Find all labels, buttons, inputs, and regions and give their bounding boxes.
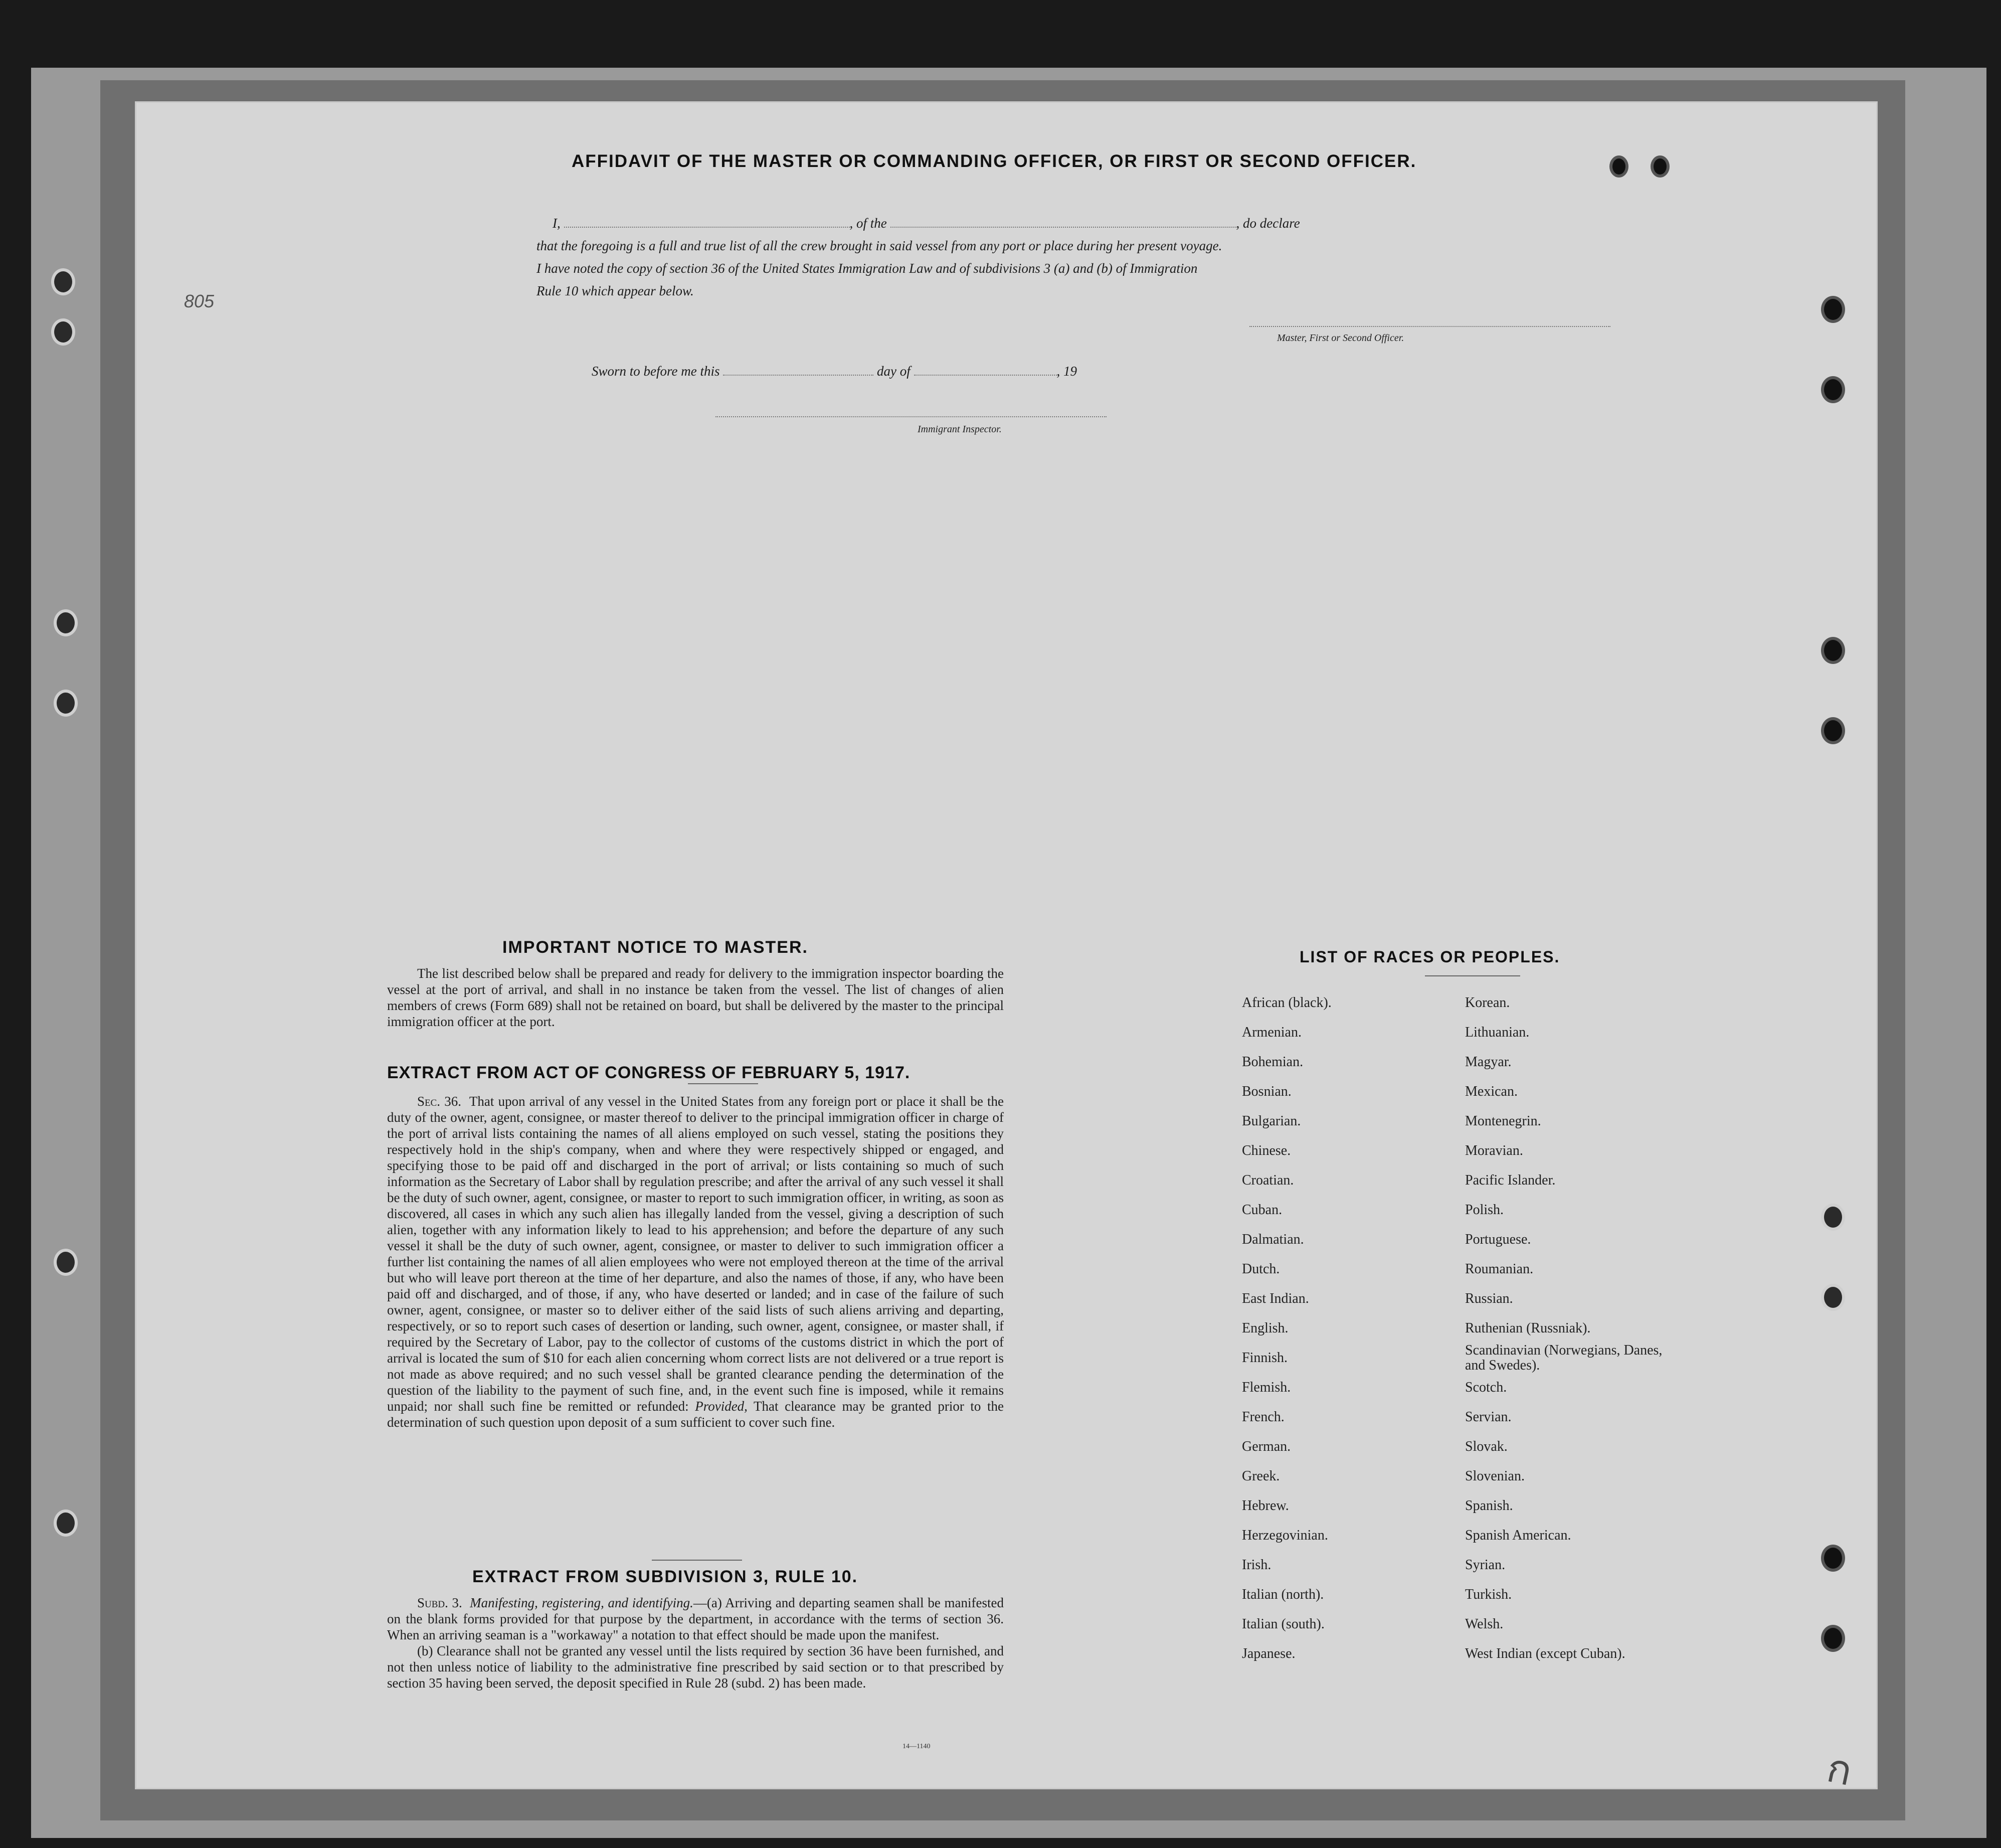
race-item: Montenegrin. (1465, 1113, 1541, 1129)
subd-heading: Manifesting, registering, and identifying. (470, 1595, 693, 1610)
margin-number: 805 (184, 291, 215, 311)
name-blank (564, 225, 850, 228)
race-item: Croatian. (1242, 1172, 1294, 1188)
race-item: French. (1242, 1409, 1285, 1425)
race-item: Dutch. (1242, 1261, 1280, 1277)
punch-hole-icon (1609, 155, 1628, 178)
subd-a-paragraph (387, 1595, 1004, 1643)
race-item: Irish. (1242, 1557, 1271, 1573)
title-underline (688, 1083, 758, 1084)
race-item: Mexican. (1465, 1084, 1518, 1099)
race-item: Italian (south). (1242, 1616, 1325, 1632)
race-item: Finnish. (1242, 1350, 1288, 1366)
race-item: Herzegovinian. (1242, 1528, 1328, 1543)
punch-hole-icon (54, 1249, 78, 1276)
day-blank (723, 373, 873, 376)
provided-text: Provided, (695, 1399, 748, 1414)
races-title: LIST OF RACES OR PEOPLES. (1300, 948, 1560, 966)
affidavit-do-declare: , do declare (1236, 216, 1300, 231)
race-item: Bulgarian. (1242, 1113, 1301, 1129)
manifest-page (136, 103, 1876, 1788)
punch-hole-icon (1821, 376, 1845, 403)
affidavit-title: AFFIDAVIT OF THE MASTER OR COMMANDING OFFICER, OR FIRST OR SECOND OFFICER. (572, 151, 1417, 171)
race-item: Lithuanian. (1465, 1025, 1530, 1040)
races-column-1 (1242, 988, 1332, 1668)
race-item: African (black). (1242, 995, 1332, 1011)
sworn-line (592, 364, 1077, 379)
race-item: Ruthenian (Russniak). (1465, 1320, 1591, 1336)
punch-hole-icon (54, 609, 78, 636)
punch-hole-icon (1821, 1284, 1845, 1311)
race-item: Slovenian. (1465, 1468, 1525, 1484)
punch-hole-icon (1821, 1625, 1845, 1652)
race-item: Polish. (1465, 1202, 1504, 1218)
inspector-signature-line (715, 416, 1107, 417)
race-item: Armenian. (1242, 1025, 1302, 1040)
race-item: Moravian. (1465, 1143, 1523, 1158)
affidavit-line-1 (553, 216, 1300, 231)
officer-signature-line (1249, 326, 1610, 327)
punch-hole-icon (1651, 155, 1670, 178)
officer-caption: Master, First or Second Officer. (1277, 332, 1404, 344)
race-item: Greek. (1242, 1468, 1280, 1484)
subd-b-paragraph: (b) Clearance shall not be granted any vessel until the lists required by section 36 have been furnished, and not then unless notice of liability to the administrative fine prescribed by said section or to that prescribed by section 35 having been served, the deposit specified in Rule 28 (subd. 2) has been made. (387, 1643, 1004, 1691)
punch-hole-icon (54, 690, 78, 717)
notice-title: IMPORTANT NOTICE TO MASTER. (502, 938, 808, 957)
races-column-2 (1465, 988, 1676, 1668)
vessel-blank (890, 225, 1236, 228)
inspector-caption: Immigrant Inspector. (918, 424, 1002, 435)
month-blank (914, 373, 1057, 376)
sec-36-tail: That clearance may be granted prior to the determination of such question upon deposit of a sum sufficient to cover such fine. (387, 1399, 1004, 1430)
race-item: Japanese. (1242, 1646, 1296, 1661)
act-extract-title: EXTRACT FROM ACT OF CONGRESS OF FEBRUARY 5, 1917. (387, 1063, 911, 1082)
race-item: Hebrew. (1242, 1498, 1289, 1514)
affidavit-i: I, (553, 216, 561, 231)
race-item: Bosnian. (1242, 1084, 1292, 1099)
punch-hole-icon (51, 318, 75, 346)
race-item: Russian. (1465, 1291, 1513, 1306)
notice-paragraph: The list described below shall be prepared and ready for delivery to the immigration inspector boarding the vessel at the port of arrival, and shall in no instance be taken from the vessel. The list of changes of alien members of crews (Form 689) shall not be retained on board, but shall be delivered by the master to the principal immigration officer at the port. (387, 966, 1004, 1029)
race-item: Slovak. (1465, 1439, 1508, 1454)
punch-hole-icon (1821, 1545, 1845, 1572)
race-item: Cuban. (1242, 1202, 1283, 1218)
punch-hole-icon (54, 1509, 78, 1537)
year-text: , 19 (1056, 364, 1077, 379)
race-item: East Indian. (1242, 1291, 1309, 1306)
race-item: Scandinavian (Norwegians, Danes, and Swedes). (1465, 1342, 1663, 1373)
form-number: 14—1140 (902, 1743, 931, 1750)
sec-label: Sec. 36. (417, 1094, 461, 1109)
subd-label: Subd. 3. (417, 1595, 462, 1610)
rule-extract-body (387, 1595, 1004, 1691)
title-underline (1425, 975, 1520, 976)
subd-a-text: —(a) Arriving and departing seamen shall be manifested on the blank forms provided for that purpose by the department, in accordance with the terms of section 36. When an arriving seaman is a "workaway" a notation to that effect should be made upon the manifest. (387, 1595, 1004, 1642)
race-item: West Indian (except Cuban). (1465, 1646, 1625, 1661)
race-item: Dalmatian. (1242, 1232, 1304, 1247)
pencil-mark-icon: ก (1823, 1744, 1857, 1795)
punch-hole-icon (51, 268, 75, 295)
affidavit-line-3: I have noted the copy of section 36 of the United States Immigration Law and of subdivisions 3 (a) and (b) of Immigration (536, 261, 1198, 276)
race-item: English. (1242, 1320, 1289, 1336)
act-extract-body (387, 1093, 1004, 1430)
punch-hole-icon (1821, 717, 1845, 744)
race-item: Syrian. (1465, 1557, 1506, 1573)
race-item: Turkish. (1465, 1587, 1512, 1602)
section-36-paragraph (387, 1093, 1004, 1430)
punch-hole-icon (1821, 637, 1845, 664)
rule-extract-title: EXTRACT FROM SUBDIVISION 3, RULE 10. (472, 1567, 858, 1586)
affidavit-line-4: Rule 10 which appear below. (536, 283, 694, 298)
race-item: Bohemian. (1242, 1054, 1304, 1070)
notice-body (387, 965, 1004, 1030)
sec-36-text: That upon arrival of any vessel in the United States from any foreign port or place it shall be the duty of the owner, agent, consignee, or master thereof to deliver to the principal immigration officer in charge of the port of arrival lists containing the names of all aliens employed on such vessel, stating the positions they respectively hold in the ship's company, when and where they were respectively shipped or engaged, and specifying those to be paid off and discharged in the port of arrival; or lists containing so much of such information as the Secretary of Labor shall by regulation prescribe; and after the arrival of any such vessel it shall be the duty of such owner, agent, consignee, or master to report to such immigration officer, in writing, as soon as discovered, all cases in which any such alien has illegally landed from the vessel, giving a description of such alien, together with any information likely to lead to his apprehension; and before the departure of any such vessel it shall be the duty of such owner, agent, consignee, or master to deliver to such immigration officer a further list containing the names of all alien employees who were not employed thereon at the time of the arrival but who will leave port thereon at the time of her departure, and also the names of those, if any, who have been paid off and discharged, and of those, if any, who have deserted or landed; and in case of the failure of such owner, agent, consignee, or master so to deliver either of the said lists of such aliens arriving and departing, respectively, or so to report such cases of desertion or landing, such owner, agent, consignee, or master shall, if required by the Secretary of Labor, pay to the collector of customs of the customs district in which the port of arrival is located the sum of $10 for each alien concerning whom correct lists are not delivered or a true report is not made as above required; and no such vessel shall be granted clearance pending the determination of the question of the liability to the payment of such fine, and, in the event such fine is imposed, while it remains unpaid; nor shall such fine be remitted or refunded: (387, 1094, 1004, 1414)
race-item: Flemish. (1242, 1380, 1291, 1395)
race-item: Scotch. (1465, 1380, 1507, 1395)
punch-hole-icon (1821, 1204, 1845, 1231)
race-item: Portuguese. (1465, 1232, 1531, 1247)
day-of-text: day of (877, 364, 911, 379)
race-item: Magyar. (1465, 1054, 1512, 1070)
race-item: Chinese. (1242, 1143, 1291, 1158)
race-item: Italian (north). (1242, 1587, 1324, 1602)
race-item: Korean. (1465, 995, 1510, 1011)
race-item: Welsh. (1465, 1616, 1504, 1632)
race-item: Pacific Islander. (1465, 1172, 1556, 1188)
title-overline (652, 1560, 742, 1561)
sworn-text: Sworn to before me this (592, 364, 720, 379)
punch-hole-icon (1821, 296, 1845, 323)
race-item: Spanish. (1465, 1498, 1513, 1514)
affidavit-line-2: that the foregoing is a full and true list of all the crew brought in said vessel from any port or place during her present voyage. (536, 238, 1222, 253)
affidavit-of-the: , of the (849, 216, 887, 231)
race-item: German. (1242, 1439, 1291, 1454)
race-item: Spanish American. (1465, 1528, 1571, 1543)
race-item: Roumanian. (1465, 1261, 1534, 1277)
race-item: Servian. (1465, 1409, 1512, 1425)
